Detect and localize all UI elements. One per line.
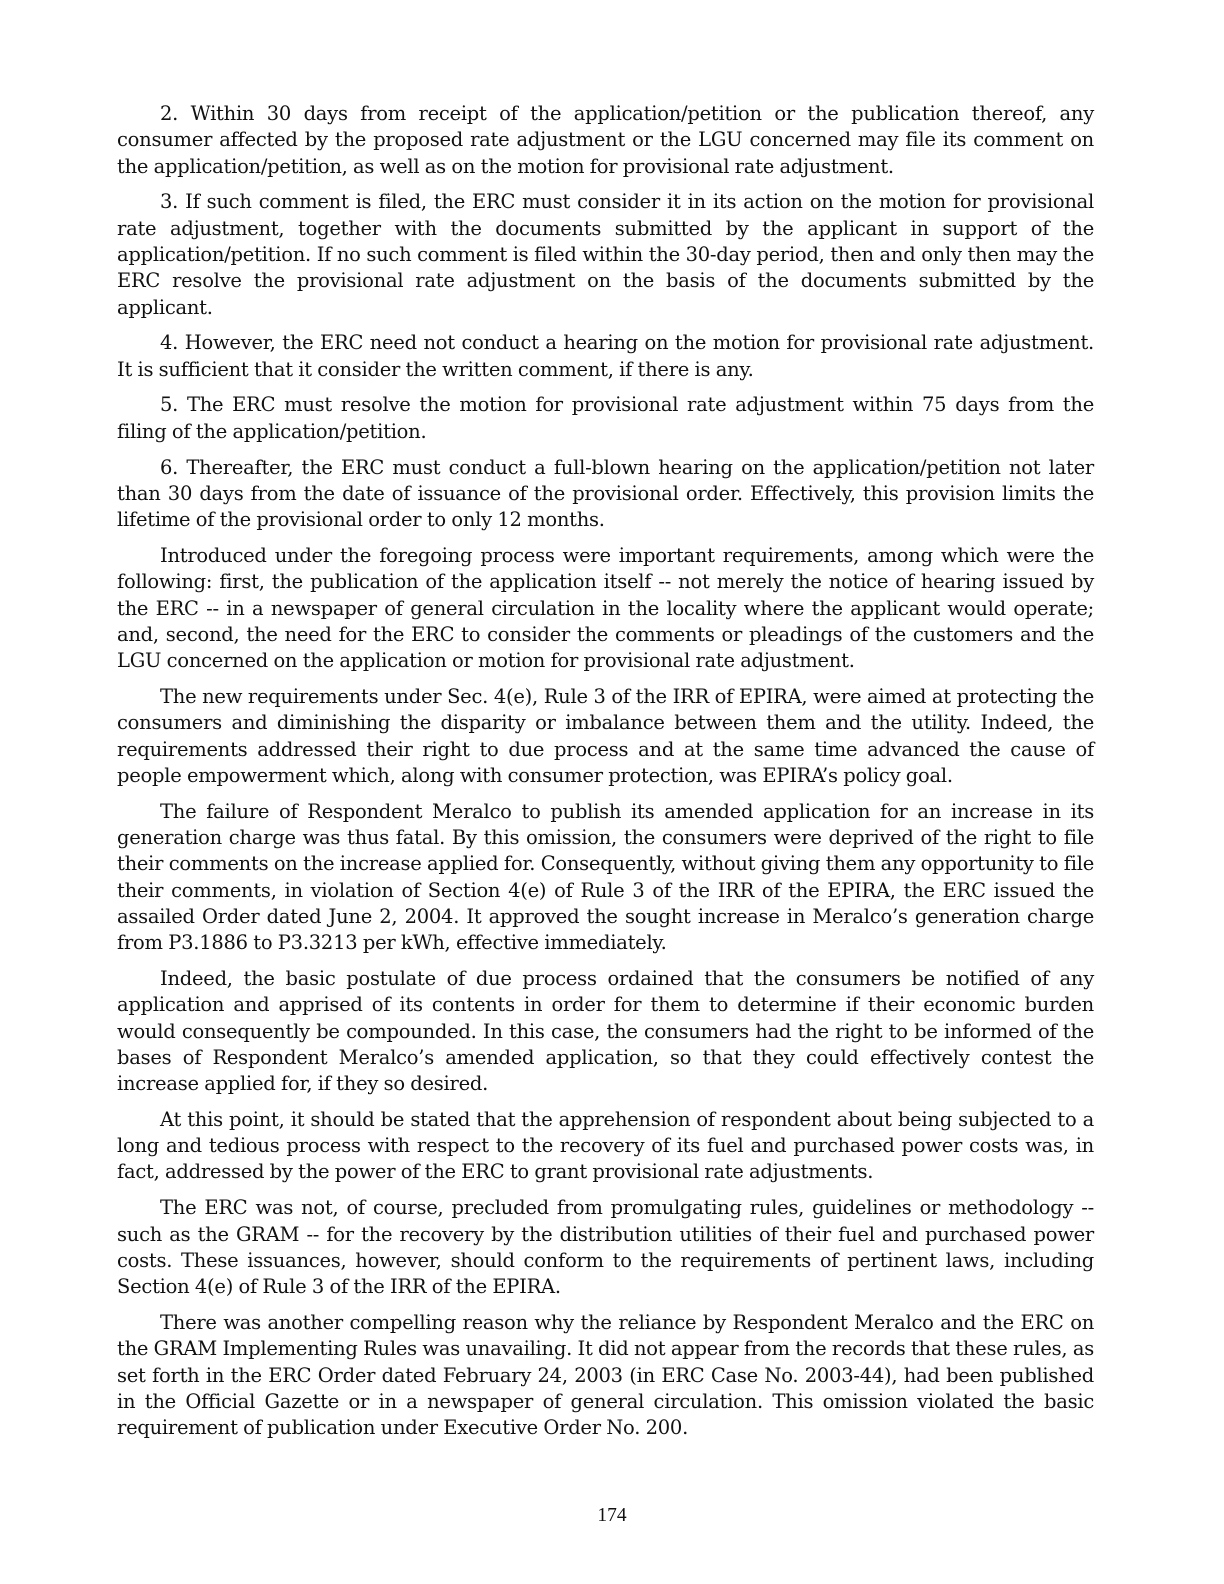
paragraph-failure-to-publish: The failure of Respondent Meralco to publish its amended application for an increase in its generation charge was thus fatal. By this omission, the consumers were deprived of the right to file their comments on the increase applied for. Consequently, without giving them any opportunity to file their comments, in violation of Section 4(e) of Rule 3 of the IRR of the EPIRA, the ERC issued the assailed Order dated June 2, 2004. It approved the sought increase in Meralco’s generation charge from P3.1886 to P3.3213 per kWh, effective immediately. bbox=[117, 799, 1094, 955]
paragraph-item-5: 5. The ERC must resolve the motion for provisional rate adjustment within 75 days from the filing of the application/petition. bbox=[117, 393, 1094, 443]
paragraph-due-process: Indeed, the basic postulate of due process ordained that the consumers be notified of any application and apprised of its contents in order for them to determine if their economic burden would consequently be compounded. In this case, the consumers had the right to be informed of the bases of Respondent Meralco’s amended application, so that they could effectively contest the increase applied for, if they so desired. bbox=[117, 966, 1094, 1096]
paragraph-new-requirements: The new requirements under Sec. 4(e), Rule 3 of the IRR of EPIRA, were aimed at protecting the consumers and diminishing the disparity or imbalance between them and the utility. Indeed, the requirements addressed their right to due process and at the same time advanced the cause of people empowerment which, along with consumer protection, was EPIRA’s policy goal. bbox=[117, 684, 1094, 787]
paragraph-apprehension: At this point, it should be stated that the apprehension of respondent about being subjected to a long and tedious process with respect to the recovery of its fuel and purchased power costs was, in fact, addressed by the power of the ERC to grant provisional rate adjustments. bbox=[117, 1107, 1094, 1184]
paragraph-erc-rules: The ERC was not, of course, precluded from promulgating rules, guidelines or methodology -- such as the GRAM -- for the recovery by the distribution utilities of their fuel and purchased power costs. These issuances, however, should conform to the requirements of pertinent laws, including Section 4(e) of Rule 3 of the IRR of the EPIRA. bbox=[117, 1196, 1094, 1299]
paragraph-item-6: 6. Thereafter, the ERC must conduct a full-blown hearing on the application/petition not later than 30 days from the date of issuance of the provisional order. Effectively, this provision limits the lifetime of the provisional order to only 12 months. bbox=[117, 455, 1094, 532]
paragraph-foregoing-process: Introduced under the foregoing process were important requirements, among which were the following: first, the publication of the application itself -- not merely the notice of hearing issued by the ERC -- in a newspaper of general circulation in the locality where the applicant would operate; and, second, the need for the ERC to consider the comments or pleadings of the customers and the LGU concerned on the application or motion for provisional rate adjustment. bbox=[117, 543, 1094, 673]
page-number: 174 bbox=[597, 1505, 627, 1526]
document-body bbox=[117, 101, 1094, 1451]
paragraph-item-4: 4. However, the ERC need not conduct a hearing on the motion for provisional rate adjustment. It is sufficient that it consider the written comment, if there is any. bbox=[117, 331, 1094, 381]
paragraph-gram-rules: There was another compelling reason why the reliance by Respondent Meralco and the ERC on the GRAM Implementing Rules was unavailing. It did not appear from the records that these rules, as set forth in the ERC Order dated February 24, 2003 (in ERC Case No. 2003-44), had been published in the Official Gazette or in a newspaper of general circulation. This omission violated the basic requirement of publication under Executive Order No. 200. bbox=[117, 1310, 1094, 1440]
paragraph-item-3: 3. If such comment is filed, the ERC must consider it in its action on the motion for provisional rate adjustment, together with the documents submitted by the applicant in support of the application/petition. If no such comment is filed within the 30-day period, then and only then may the ERC resolve the provisional rate adjustment on the basis of the documents submitted by the applicant. bbox=[117, 190, 1094, 319]
paragraph-item-2: 2. Within 30 days from receipt of the application/petition or the publication thereof, any consumer affected by the proposed rate adjustment or the LGU concerned may file its comment on the application/petition, as well as on the motion for provisional rate adjustment. bbox=[117, 102, 1094, 178]
